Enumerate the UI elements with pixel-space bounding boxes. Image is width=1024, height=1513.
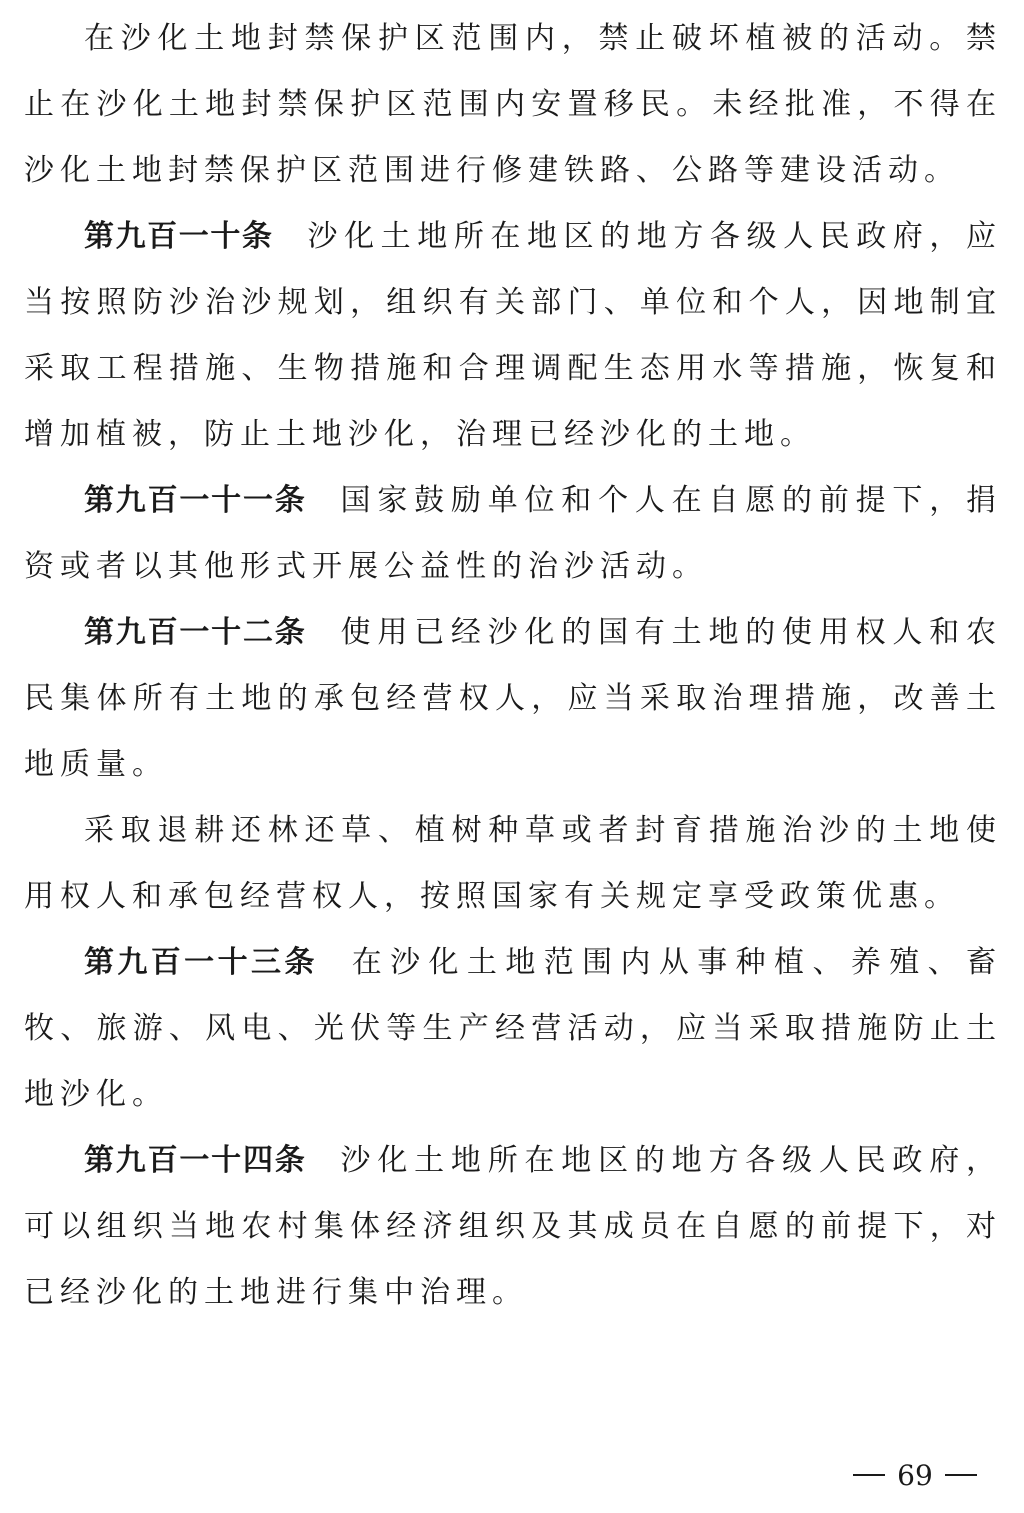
article-910 bbox=[24, 204, 1002, 468]
article-text: 采取退耕还林还草、植树种草或者封育措施治沙的土地使用权人和承包经营权人，按照国家有关规定享受政策优惠。 bbox=[24, 813, 1002, 914]
article-text: 国家鼓励单位和个人在自愿的前提下，捐资或者以其他形式开展公益性的治沙活动。 bbox=[24, 483, 1003, 584]
article-text: 使用已经沙化的国有土地的使用权人和农民集体所有土地的承包经营权人，应当采取治理措施，改善土地质量。 bbox=[24, 615, 1003, 782]
article-title: 第九百一十三条 bbox=[84, 945, 318, 980]
page-footer bbox=[840, 1455, 990, 1495]
article-title: 第九百一十条 bbox=[84, 219, 274, 254]
document-page bbox=[24, 6, 1002, 1326]
paragraph-1 bbox=[24, 6, 1002, 204]
article-title: 第九百一十二条 bbox=[84, 615, 307, 650]
article-911 bbox=[24, 468, 1002, 600]
article-text: 在沙化土地封禁保护区范围内，禁止破坏植被的活动。禁止在沙化土地封禁保护区范围内安置移民。未经批准，不得在沙化土地封禁保护区范围进行修建铁路、公路等建设活动。 bbox=[24, 21, 1002, 188]
article-title: 第九百一十一条 bbox=[84, 483, 307, 518]
article-text: 沙化土地所在地区的地方各级人民政府，可以组织当地农村集体经济组织及其成员在自愿的前提下，对已经沙化的土地进行集中治理。 bbox=[24, 1143, 1003, 1310]
page-number: 69 bbox=[897, 1458, 933, 1492]
article-912 bbox=[24, 600, 1002, 798]
right-dash bbox=[945, 1474, 977, 1476]
paragraph-5 bbox=[24, 798, 1002, 930]
left-dash bbox=[853, 1474, 885, 1476]
article-913 bbox=[24, 930, 1002, 1128]
article-title: 第九百一十四条 bbox=[84, 1143, 307, 1178]
article-text: 在沙化土地范围内从事种植、养殖、畜牧、旅游、风电、光伏等生产经营活动，应当采取措施防止土地沙化。 bbox=[24, 945, 1003, 1112]
article-914 bbox=[24, 1128, 1002, 1326]
article-text: 沙化土地所在地区的地方各级人民政府，应当按照防沙治沙规划，组织有关部门、单位和个人，因地制宜采取工程措施、生物措施和合理调配生态用水等措施，恢复和增加植被，防止土地沙化，治理已经沙化的土地。 bbox=[24, 219, 1002, 452]
